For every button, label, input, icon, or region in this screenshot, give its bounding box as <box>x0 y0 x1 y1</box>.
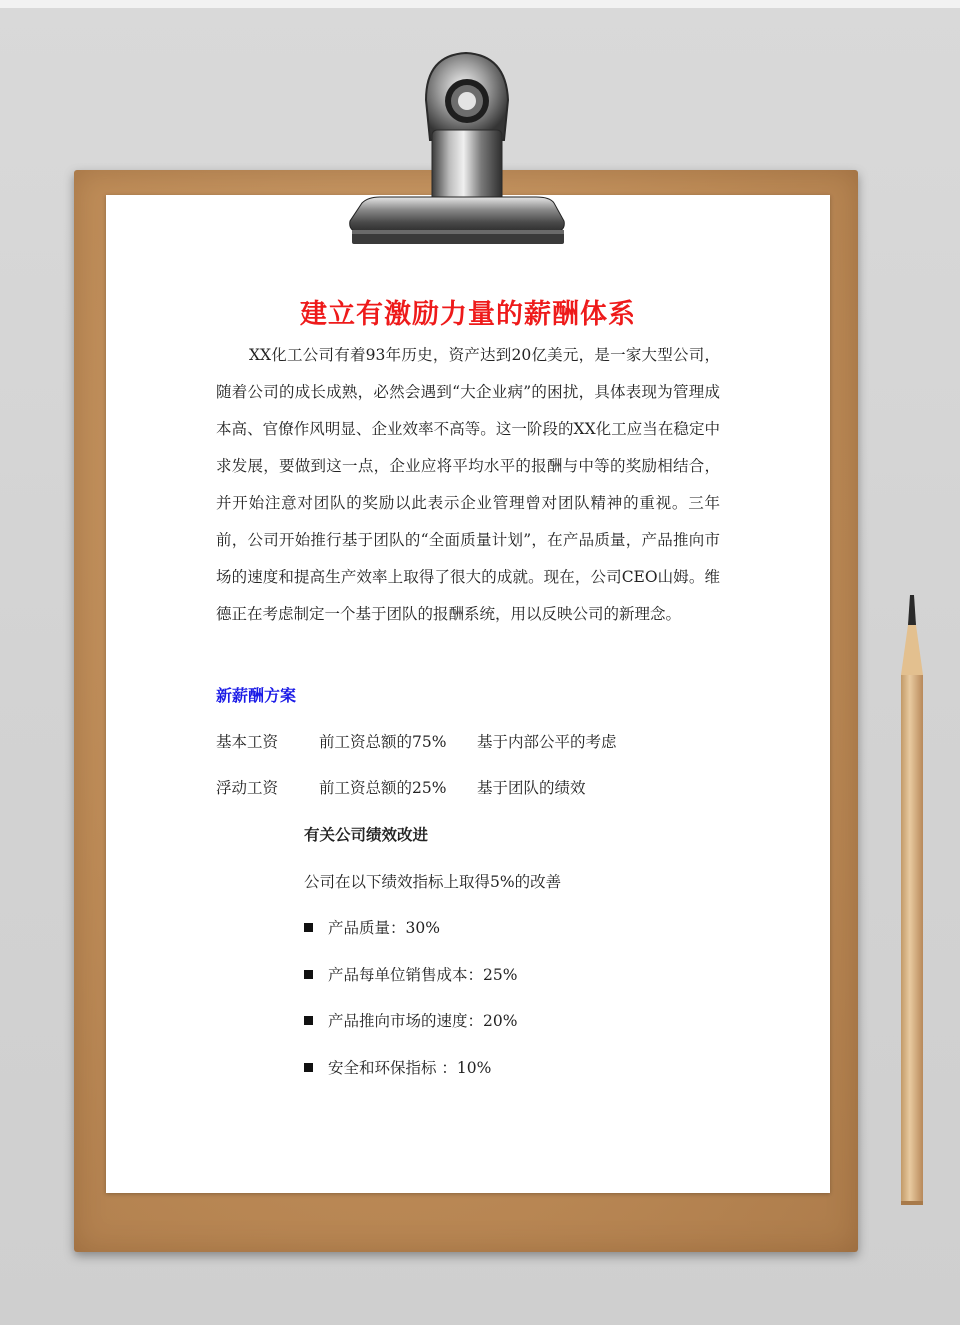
intro-paragraph: XX化工公司有着93年历史，资产达到20亿美元，是一家大型公司，随着公司的成长成熟，必然会遇到“大企业病”的困扰，具体表现为管理成本高、官僚作风明显、企业效率不高等。这一阶段的XX化工应当在稳定中求发展，要做到这一点，企业应将平均水平的报酬与中等的奖励相结合，并开始注意对团队的奖励以此表示企业管理曾对团队精神的重视。三年前，公司开始推行基于团队的“全面质量计划”，在产品质量，产品推向市场的速度和提高生产效率上取得了很大的成就。现在，公司CEO山姆。维德正在考虑制定一个基于团队的报酬系统，用以反映公司的新理念。 <box>216 346 720 623</box>
pay-amount: 前工资总额的25% <box>319 779 447 797</box>
performance-intro: 公司在以下绩效指标上取得5%的改善 <box>304 873 562 891</box>
square-bullet-icon <box>304 1063 313 1072</box>
binder-clip-icon <box>340 45 576 250</box>
list-item <box>304 963 517 987</box>
top-strip <box>0 0 960 8</box>
document-title: 建立有激励力量的薪酬体系 <box>300 299 636 330</box>
pencil-icon <box>892 595 932 1210</box>
pay-row-base <box>216 730 617 754</box>
pay-type: 基本工资 <box>216 733 279 751</box>
list-item <box>304 1056 491 1080</box>
performance-title: 有关公司绩效改进 <box>304 825 429 844</box>
pay-type: 浮动工资 <box>216 779 279 797</box>
pay-basis: 基于内部公平的考虑 <box>477 733 617 751</box>
pay-row-floating <box>216 776 586 800</box>
pay-amount: 前工资总额的75% <box>319 733 447 751</box>
pay-basis: 基于团队的绩效 <box>477 779 586 797</box>
list-item-label: 产品推向市场的速度：20% <box>328 1012 518 1030</box>
square-bullet-icon <box>304 923 313 932</box>
list-item-label: 产品质量：30% <box>328 919 440 937</box>
list-item <box>304 1009 517 1033</box>
section-title: 新薪酬方案 <box>216 686 297 705</box>
list-item-label: 产品每单位销售成本：25% <box>328 966 518 984</box>
square-bullet-icon <box>304 970 313 979</box>
list-item-label: 安全和环保指标 ：10% <box>328 1059 492 1077</box>
square-bullet-icon <box>304 1016 313 1025</box>
list-item <box>304 916 440 940</box>
